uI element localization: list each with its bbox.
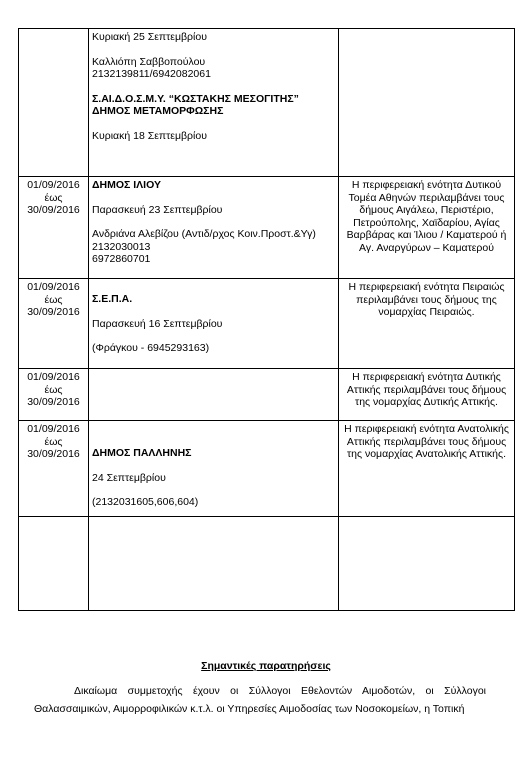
region-note-cell (339, 29, 515, 177)
event-detail-line: Κυριακή 18 Σεπτεμβρίου (92, 129, 207, 142)
date-range-cell: 01/09/2016 έως 30/09/2016 (19, 421, 89, 517)
region-note-cell: Η περιφερειακή ενότητα Δυτικού Τομέα Αθηνών περιλαμβάνει τους δήμους Αιγάλεω, Περιστέριο, Πετρούπολης, Χαϊδαρίου, Αγίας Βαρβάρας και Ίλιου / Καματερού ή Αγ. Αναργύρων – Καματερού (339, 177, 515, 279)
event-details-cell (89, 517, 339, 611)
event-detail-line: (Φράγκου - 6945293163) (92, 342, 210, 354)
region-note-cell: Η περιφερειακή ενότητα Πειραιώς περιλαμβάνει τους δήμους της νομαρχίας Πειραιώς. (339, 279, 515, 369)
event-detail-line: 2132139811/6942082061 (92, 68, 211, 80)
event-detail-line: ΔΗΜΟΣ ΠΑΛΛΗΝΗΣ (92, 447, 192, 459)
event-detail-line: Σ.Ε.Π.Α. (92, 293, 133, 305)
event-detail-line: 24 Σεπτεμβρίου (92, 471, 166, 484)
event-detail-line: ΔΗΜΟΣ ΙΛΙΟΥ (92, 179, 161, 191)
spacer (92, 423, 335, 435)
notes-text: Δικαίωμα συμμετοχής έχουν οι Σύλλογοι Εθελοντών Αιμοδοτών, οι Σύλλογοι Θαλασσαιμικών, Αιμορροφιλικών κ.τ.λ. οι Υπηρεσίες Αιμοδοσίας των Νοσοκομείων, η Τοπική (34, 685, 486, 715)
spacer (92, 460, 335, 472)
region-note-cell: Η περιφερειακή ενότητα Δυτικής Αττικής περιλαμβάνει τους δήμους της νομαρχίας Δυτικής Αττικής. (339, 369, 515, 421)
event-detail-line: Καλλιόπη Σαββοπούλου (92, 55, 206, 68)
region-note-cell: Η περιφερειακή ενότητα Ανατολικής Αττικής περιλαμβάνει τους δήμους της νομαρχίας Ανατολικής Αττικής. (339, 421, 515, 517)
notes-title: Σημαντικές παρατηρήσεις (201, 660, 331, 672)
date-range-cell: 01/09/2016 έως 30/09/2016 (19, 369, 89, 421)
table-row (19, 517, 515, 611)
date-range-cell (19, 517, 89, 611)
spacer (92, 435, 335, 447)
event-detail-line: ΔΗΜΟΣ ΜΕΤΑΜΟΡΦΩΣΗΣ (92, 105, 224, 117)
spacer (92, 330, 335, 342)
event-detail-line: Κυριακή 25 Σεπτεμβρίου (92, 31, 207, 43)
event-detail-line: Σ.ΑΙ.Δ.Ο.Σ.Μ.Υ. “ΚΩΣΤΑΚΗΣ ΜΕΣΟΓΙΤΗΣ” (92, 92, 299, 105)
spacer (92, 192, 335, 204)
date-range-cell (19, 29, 89, 177)
spacer (92, 281, 335, 293)
event-detail-line: Ανδριάνα Αλεβίζου (Αντιδ/ρχος Κοιν.Προστ.&Υγ) (92, 228, 316, 240)
table-row (19, 421, 515, 517)
event-detail-line: 6972860701 (92, 253, 151, 265)
event-details-cell (89, 29, 339, 177)
event-details-cell (89, 369, 339, 421)
event-detail-line: Παρασκευή 23 Σεπτεμβρίου (92, 203, 223, 216)
spacer (92, 118, 335, 130)
spacer (92, 306, 335, 318)
event-detail-line: Παρασκευή 16 Σεπτεμβρίου (92, 317, 223, 330)
table-row (19, 279, 515, 369)
table-row (19, 369, 515, 421)
region-note-cell (339, 517, 515, 611)
event-details-cell (89, 421, 339, 517)
spacer (92, 484, 335, 496)
date-range-cell: 01/09/2016 έως 30/09/2016 (19, 177, 89, 279)
table-row (19, 177, 515, 279)
blood-drive-schedule-table (18, 28, 515, 611)
spacer (92, 44, 335, 56)
event-detail-line: (2132031605,606,604) (92, 496, 199, 508)
event-details-cell (89, 279, 339, 369)
event-detail-line: 2132030013 (92, 240, 151, 253)
date-range-cell: 01/09/2016 έως 30/09/2016 (19, 279, 89, 369)
spacer (92, 81, 335, 93)
table-row (19, 29, 515, 177)
spacer (92, 216, 335, 228)
event-details-cell (89, 177, 339, 279)
